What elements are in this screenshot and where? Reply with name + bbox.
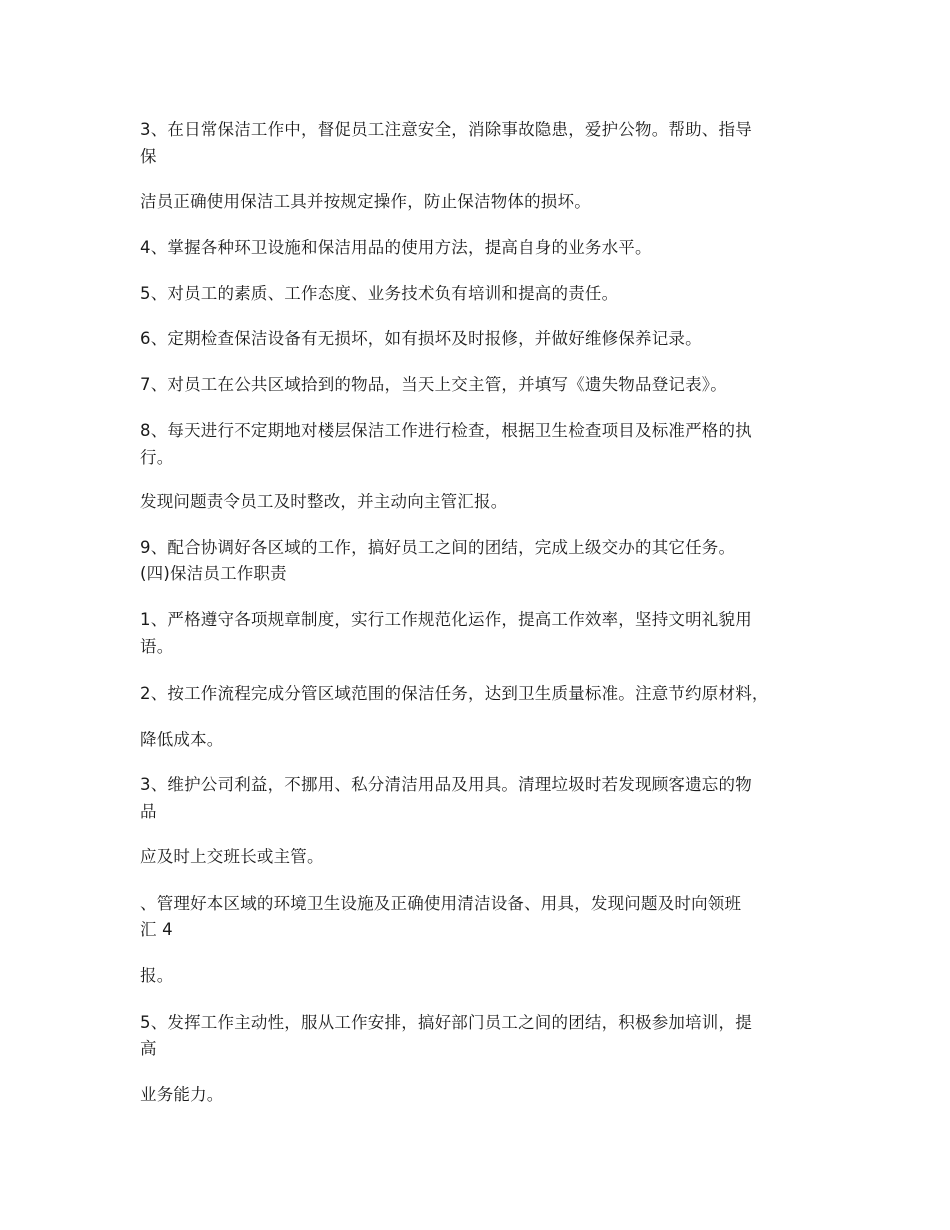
text-line: 6、定期检查保洁设备有无损坏，如有损坏及时报修，并做好维修保养记录。 — [140, 329, 702, 348]
text-line: 保 — [140, 147, 157, 166]
text-line: 8、每天进行不定期地对楼层保洁工作进行检查，根据卫生检查项目及标准严格的执 — [140, 421, 752, 440]
text-line: 4、掌握各种环卫设施和保洁用品的使用方法，提高自身的业务水平。 — [140, 238, 652, 257]
text-line: 1、严格遵守各项规章制度，实行工作规范化运作，提高工作效率，坚持文明礼貌用 — [140, 610, 752, 629]
text-line: 、管理好本区域的环境卫生设施及正确使用清洁设备、用具，发现问题及时向领班 — [140, 894, 742, 913]
text-line: 2、按工作流程完成分管区域范围的保洁任务，达到卫生质量标准。注意节约原材料， — [140, 684, 769, 703]
text-line: 发现问题责令员工及时整改，并主动向主管汇报。 — [140, 492, 508, 511]
text-line: 汇 4 — [140, 920, 173, 939]
text-line: 3、维护公司利益，不挪用、私分清洁用品及用具。清理垃圾时若发现顾客遗忘的物 — [140, 775, 752, 794]
text-line: 5、对员工的素质、工作态度、业务技术负有培训和提高的责任。 — [140, 284, 619, 303]
text-line: 应及时上交班长或主管。 — [140, 847, 324, 866]
text-line: 高 — [140, 1039, 157, 1058]
section-heading: (四)保洁员工作职责 — [140, 564, 287, 583]
text-line: 业务能力。 — [140, 1085, 224, 1104]
text-line: 3、在日常保洁工作中，督促员工注意安全，消除事故隐患，爱护公物。帮助、指导 — [140, 120, 752, 139]
text-line: 洁员正确使用保洁工具并按规定操作，防止保洁物体的损坏。 — [140, 192, 591, 211]
text-line: 7、对员工在公共区域拾到的物品，当天上交主管，并填写《遗失物品登记表》。 — [140, 375, 727, 394]
text-line: 品 — [140, 802, 157, 821]
text-line: 5、发挥工作主动性，服从工作安排，搞好部门员工之间的团结，积极参加培训，提 — [140, 1013, 752, 1032]
text-line: 语。 — [140, 637, 174, 656]
text-line: 9、配合协调好各区域的工作，搞好员工之间的团结，完成上级交办的其它任务。 — [140, 538, 736, 557]
text-line: 降低成本。 — [140, 730, 224, 749]
text-line: 行。 — [140, 448, 174, 467]
text-line: 报。 — [140, 966, 174, 985]
